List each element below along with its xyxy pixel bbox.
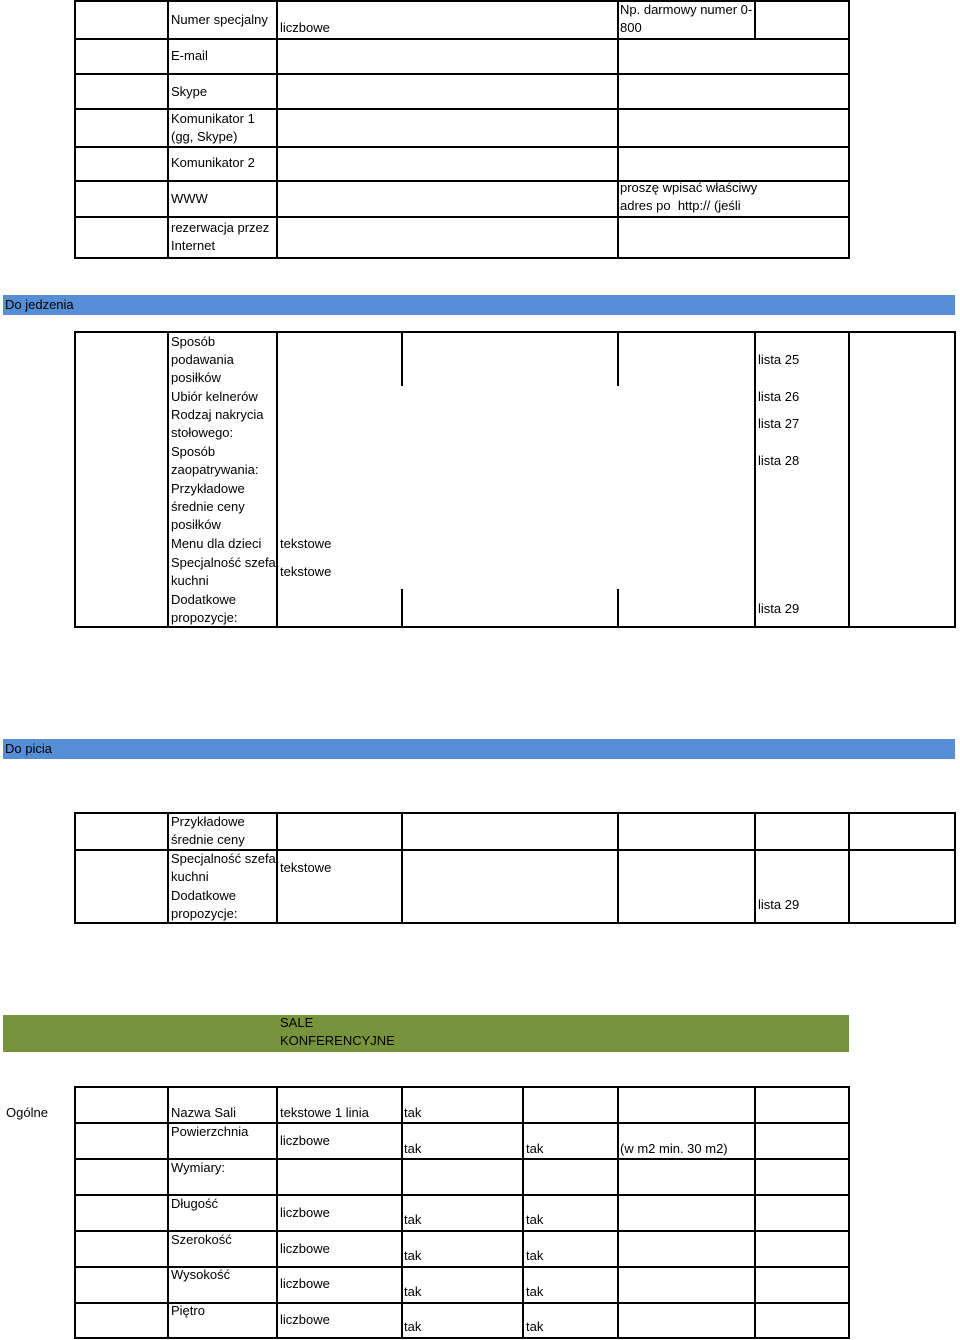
- grid-line: [167, 1086, 169, 1339]
- section-title: Do picia: [5, 741, 52, 756]
- numer-hint: 800: [620, 20, 642, 35]
- section-header-rooms: [3, 1015, 849, 1052]
- section-title: KONFERENCYJNE: [280, 1033, 395, 1048]
- dim-type: liczbowe: [280, 1241, 330, 1256]
- specjalnosc-label: kuchni: [171, 573, 209, 588]
- grid-line: [276, 0, 278, 259]
- powierzchnia-tak: tak: [404, 1141, 422, 1156]
- grid-line: [754, 331, 756, 628]
- grid-line: [401, 589, 403, 628]
- komunikator1-label: Komunikator 1: [171, 111, 255, 126]
- grid-line: [401, 812, 403, 924]
- sposob-podawania-list: lista 25: [758, 352, 800, 367]
- menu-dzieci-type: tekstowe: [280, 536, 332, 551]
- grid-line: [617, 0, 619, 259]
- grid-line: [617, 1086, 619, 1339]
- ceny-label: Przykładowe: [171, 481, 245, 496]
- grid-line: [754, 812, 756, 924]
- dim-label: Długość: [171, 1196, 218, 1211]
- sposob-podawania-label: posiłków: [171, 370, 221, 385]
- grid-line: [954, 812, 956, 924]
- grid-line: [754, 0, 756, 38]
- nakrycie-label: Rodzaj nakrycia: [171, 407, 264, 422]
- nazwa-tak: tak: [404, 1105, 422, 1120]
- grid-line: [401, 1086, 403, 1339]
- grid-line: [848, 331, 850, 628]
- drink-specjalnosc-label: kuchni: [171, 869, 209, 884]
- grid-line: [74, 146, 850, 148]
- www-label: WWW: [171, 191, 208, 206]
- ubior-list: lista 26: [758, 389, 800, 404]
- www-hint: proszę wpisać właściwy: [620, 180, 758, 195]
- numer-type: liczbowe: [280, 20, 330, 35]
- grid-line: [617, 331, 619, 386]
- grid-line: [617, 812, 619, 924]
- grid-line: [276, 331, 278, 628]
- powierzchnia-type: liczbowe: [280, 1133, 330, 1148]
- grid-line: [522, 1086, 524, 1339]
- dim-tak: tak: [404, 1319, 422, 1334]
- grid-line: [74, 257, 850, 259]
- grid-line: [74, 812, 76, 924]
- drink-specjalnosc-label: Specjalność szefa: [171, 851, 276, 866]
- dim-tak: tak: [526, 1319, 544, 1334]
- grid-line: [401, 331, 403, 386]
- nazwa-type: tekstowe 1 linia: [280, 1105, 369, 1120]
- numer-label: Numer specjalny: [171, 12, 268, 27]
- zaopatrywanie-label: Sposób: [171, 444, 216, 459]
- grid-line: [74, 0, 76, 259]
- drink-ceny-label: średnie ceny: [171, 832, 245, 847]
- section-title: SALE: [280, 1015, 314, 1030]
- ubior-label: Ubiór kelnerów: [171, 389, 258, 404]
- dodatkowe-label: Dodatkowe: [171, 592, 237, 607]
- grid-line: [848, 0, 850, 259]
- dim-tak: tak: [404, 1248, 422, 1263]
- ogolne-label: Ogólne: [6, 1105, 48, 1120]
- grid-line: [276, 812, 278, 924]
- grid-line: [74, 38, 850, 40]
- dim-type: liczbowe: [280, 1205, 330, 1220]
- sposob-podawania-label: podawania: [171, 352, 234, 367]
- grid-line: [848, 1086, 850, 1339]
- drink-dodatkowe-list: lista 29: [758, 897, 800, 912]
- zaopatrywanie-label: zaopatrywania:: [171, 462, 259, 477]
- rezerwacja-label: rezerwacja przez: [171, 220, 270, 235]
- dim-tak: tak: [526, 1248, 544, 1263]
- grid-line: [74, 331, 76, 628]
- grid-line: [167, 0, 169, 259]
- section-header-drink: [3, 739, 955, 759]
- drink-dodatkowe-label: propozycje:: [171, 906, 238, 921]
- grid-line: [74, 216, 850, 218]
- ceny-label: średnie ceny: [171, 499, 245, 514]
- drink-specjalnosc-type: tekstowe: [280, 860, 332, 875]
- wymiary-label: Wymiary:: [171, 1160, 226, 1175]
- grid-line: [74, 73, 850, 75]
- dim-type: liczbowe: [280, 1276, 330, 1291]
- dim-type: liczbowe: [280, 1312, 330, 1327]
- grid-line: [74, 1337, 850, 1339]
- section-title: Do jedzenia: [5, 297, 74, 312]
- nakrycie-label: stołowego:: [171, 425, 234, 440]
- grid-line: [74, 1086, 76, 1339]
- grid-line: [617, 589, 619, 628]
- grid-line: [167, 331, 169, 628]
- zaopatrywanie-list: lista 28: [758, 453, 800, 468]
- grid-line: [167, 812, 169, 924]
- grid-line: [276, 1086, 278, 1339]
- sposob-podawania-label: Sposób: [171, 334, 216, 349]
- dim-tak: tak: [404, 1212, 422, 1227]
- grid-line: [754, 1086, 756, 1339]
- dim-tak: tak: [404, 1284, 422, 1299]
- dim-label: Szerokość: [171, 1232, 232, 1247]
- komunikator1-label: (gg, Skype): [171, 129, 238, 144]
- nakrycie-list: lista 27: [758, 416, 800, 431]
- powierzchnia-tak: tak: [526, 1141, 544, 1156]
- email-label: E-mail: [171, 48, 208, 63]
- nazwa-label: Nazwa Sali: [171, 1105, 237, 1120]
- powierzchnia-note: (w m2 min. 30 m2): [620, 1141, 728, 1156]
- grid-line: [74, 1086, 850, 1088]
- dodatkowe-label: propozycje:: [171, 610, 238, 625]
- drink-ceny-label: Przykładowe: [171, 814, 245, 829]
- specjalnosc-label: Specjalność szefa: [171, 555, 276, 570]
- numer-hint: Np. darmowy numer 0-: [620, 2, 753, 17]
- skype-label: Skype: [171, 84, 208, 99]
- grid-line: [848, 812, 850, 924]
- rezerwacja-label: Internet: [171, 238, 216, 253]
- specjalnosc-type: tekstowe: [280, 564, 332, 579]
- komunikator2-label: Komunikator 2: [171, 155, 255, 170]
- dim-tak: tak: [526, 1212, 544, 1227]
- section-header-food: [3, 295, 955, 315]
- dim-label: Wysokość: [171, 1267, 231, 1282]
- dodatkowe-list: lista 29: [758, 601, 800, 616]
- powierzchnia-label: Powierzchnia: [171, 1124, 249, 1139]
- dim-label: Piętro: [171, 1303, 205, 1318]
- drink-dodatkowe-label: Dodatkowe: [171, 888, 237, 903]
- grid-line: [954, 331, 956, 628]
- menu-dzieci-label: Menu dla dzieci: [171, 536, 262, 551]
- dim-tak: tak: [526, 1284, 544, 1299]
- www-hint: adres po http:// (jeśli: [620, 198, 741, 213]
- ceny-label: posiłków: [171, 517, 221, 532]
